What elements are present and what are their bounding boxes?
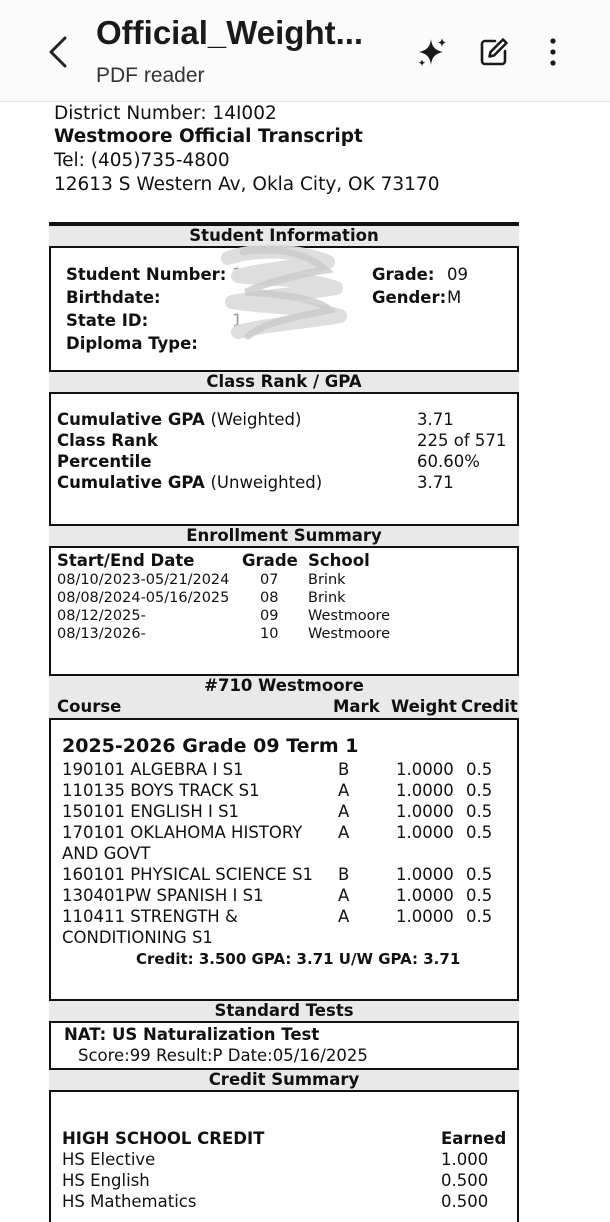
class-rank-heading: Class Rank / GPA [49, 370, 519, 394]
cumulative-gpa-unweighted-label: Cumulative GPA (Unweighted) [57, 473, 323, 492]
course-name: 130401PW SPANISH I S1 [62, 886, 264, 905]
edit-icon [478, 36, 510, 68]
course-credit: 0.5 [466, 802, 493, 821]
district-number: District Number: 14I002 [54, 103, 277, 124]
course-mark: A [338, 886, 350, 905]
state-id-label: State ID: [66, 311, 149, 330]
credit-summary-heading: Credit Summary [49, 1068, 519, 1092]
enrollment-row-school: Westmoore [308, 608, 391, 624]
course-name-continued: AND GOVT [62, 844, 151, 863]
more-options-button[interactable] [533, 30, 573, 74]
back-arrow-icon [47, 35, 69, 69]
enrollment-row-grade: 08 [260, 590, 279, 606]
term-title: 2025-2026 Grade 09 Term 1 [62, 735, 359, 757]
standard-tests-heading: Standard Tests [49, 999, 519, 1023]
enrollment-row-school: Brink [308, 590, 346, 606]
course-mark: B [338, 865, 350, 884]
percentile-value: 60.60% [417, 452, 480, 471]
student-number-label: Student Number: [66, 265, 227, 284]
pdf-page[interactable] [0, 102, 610, 1211]
course-weight: 1.0000 [396, 760, 454, 779]
course-weight: 1.0000 [396, 865, 454, 884]
sparkle-icon [415, 35, 449, 69]
course-mark: A [338, 907, 350, 926]
gender-value: M [447, 288, 462, 307]
credit-row-label: HS Mathematics [62, 1192, 197, 1211]
course-name: 110135 BOYS TRACK S1 [62, 781, 260, 800]
cumulative-gpa-unweighted-value: 3.71 [417, 473, 454, 492]
document-title: Official_Weight... [96, 14, 364, 51]
student-info-heading: Student Information [49, 224, 519, 248]
class-rank-label: Class Rank [57, 431, 158, 450]
course-weight: 1.0000 [396, 781, 454, 800]
course-mark: A [338, 781, 350, 800]
student-number-value: 1 [232, 265, 243, 284]
school-heading: #710 Westmoore [204, 676, 364, 695]
school-address: 12613 S Western Av, Okla City, OK 73170 [54, 174, 440, 195]
cumulative-gpa-weighted-label: Cumulative GPA (Weighted) [57, 410, 302, 429]
enrollment-row-date: 08/12/2025- [57, 608, 146, 624]
test-name: NAT: US Naturalization Test [64, 1025, 320, 1044]
course-name: 170101 OKLAHOMA HISTORY [62, 823, 303, 842]
credit-row-value: 1.000 [441, 1150, 489, 1169]
enrollment-row-school: Westmoore [308, 626, 391, 642]
enrollment-row-date: 08/10/2023-05/21/2024 [57, 572, 230, 588]
col-weight: Weight [391, 697, 457, 716]
edit-button[interactable] [474, 30, 514, 74]
earned-header: Earned [441, 1129, 507, 1148]
diploma-type-label: Diploma Type: [66, 334, 198, 353]
app-bar [0, 0, 610, 102]
course-weight: 1.0000 [396, 907, 454, 926]
col-grade: Grade [242, 551, 298, 570]
col-school: School [308, 551, 370, 570]
course-name: 110411 STRENGTH & [62, 907, 238, 926]
app-subtitle: PDF reader [96, 64, 205, 87]
class-rank-value: 225 of 571 [417, 431, 507, 450]
course-weight: 1.0000 [396, 802, 454, 821]
term-summary: Credit: 3.500 GPA: 3.71 U/W GPA: 3.71 [136, 950, 461, 968]
high-school-credit-label: HIGH SCHOOL CREDIT [62, 1129, 265, 1148]
course-name: 150101 ENGLISH I S1 [62, 802, 240, 821]
course-weight: 1.0000 [396, 823, 454, 842]
enrollment-row-grade: 09 [260, 608, 279, 624]
ai-assist-button[interactable] [412, 30, 452, 74]
test-detail: Score:99 Result:P Date:05/16/2025 [78, 1046, 368, 1065]
col-start-end-date: Start/End Date [57, 551, 195, 570]
course-credit: 0.5 [466, 886, 493, 905]
col-course: Course [57, 697, 122, 716]
course-name-continued: CONDITIONING S1 [62, 928, 213, 947]
enrollment-row-date: 08/08/2024-05/16/2025 [57, 590, 230, 606]
credit-row-label: HS English [62, 1171, 150, 1190]
course-credit: 0.5 [466, 781, 493, 800]
course-credit: 0.5 [466, 823, 493, 842]
enrollment-row-grade: 07 [260, 572, 279, 588]
course-mark: A [338, 802, 350, 821]
course-name: 190101 ALGEBRA I S1 [62, 760, 244, 779]
birthdate-label: Birthdate: [66, 288, 161, 307]
col-credit: Credit [461, 697, 518, 716]
course-mark: B [338, 760, 350, 779]
state-id-value: 1 [232, 311, 243, 330]
back-button[interactable] [38, 30, 78, 74]
more-vert-icon [548, 37, 558, 67]
credit-row-value: 0.500 [441, 1192, 489, 1211]
grade-label: Grade: [372, 265, 435, 284]
percentile-label: Percentile [57, 452, 152, 471]
col-mark: Mark [333, 697, 380, 716]
enrollment-heading: Enrollment Summary [49, 524, 519, 548]
transcript-title: Westmoore Official Transcript [54, 126, 363, 147]
gender-label: Gender: [372, 288, 447, 307]
course-name: 160101 PHYSICAL SCIENCE S1 [62, 865, 314, 884]
course-credit: 0.5 [466, 760, 493, 779]
grade-value: 09 [447, 265, 468, 284]
credit-row-value: 0.500 [441, 1171, 489, 1190]
course-credit: 0.5 [466, 907, 493, 926]
redaction-scribble [208, 240, 358, 345]
enrollment-row-date: 08/13/2026- [57, 626, 146, 642]
course-weight: 1.0000 [396, 886, 454, 905]
school-phone: Tel: (405)735-4800 [54, 150, 230, 171]
enrollment-row-school: Brink [308, 572, 346, 588]
cumulative-gpa-weighted-value: 3.71 [417, 410, 454, 429]
enrollment-row-grade: 10 [260, 626, 279, 642]
course-credit: 0.5 [466, 865, 493, 884]
credit-row-label: HS Elective [62, 1150, 156, 1169]
course-mark: A [338, 823, 350, 842]
